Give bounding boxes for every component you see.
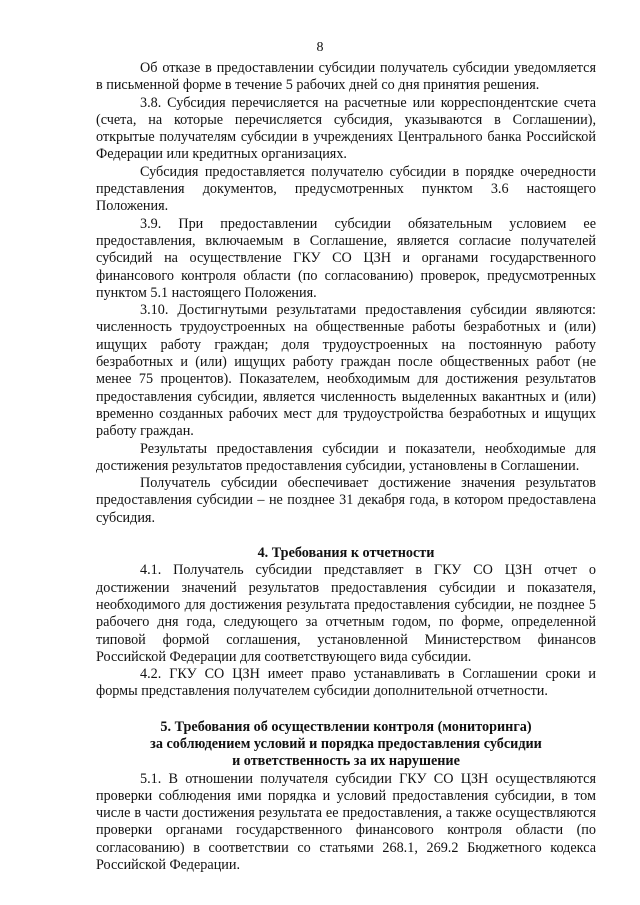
paragraph-4-1: 4.1. Получатель субсидии представляет в ГКУ СО ЦЗН отчет о достижении значений результатов предоставления субсидии и показателя, необходимого для достижения результата предоставления субсидии, не позднее 5 рабочего дня года, следующего за отчетным годом, по форме, определенной типовой формой соглашения, установленной Министерством финансов Российской Федерации для соответствующего вида субсидии. (96, 562, 596, 665)
section-5-heading-line-2: за соблюдением условий и порядка предоставления субсидии (150, 735, 542, 752)
section-spacer (96, 527, 596, 545)
paragraph-3-10-results: Результаты предоставления субсидии и показатели, необходимые для достижения результатов предоставления субсидии, установлены в Соглашении. (96, 440, 596, 474)
paragraph-5-1: 5.1. В отношении получателя субсидии ГКУ СО ЦЗН осуществляются проверки соблюдения ими порядка и условий предоставления субсидии, в том числе в части достижения результата ее предоставления, а также осуществляются проверки органами государственного финансового контроля области (по согласованию) в соответствии со статьями 268.1, 269.2 Бюджетного кодекса Российской Федерации. (96, 770, 596, 874)
section-5-heading-line-1: 5. Требования об осуществлении контроля (мониторинга) (160, 718, 532, 735)
section-spacer (96, 701, 596, 719)
section-5-heading-line-3: и ответственность за их нарушение (232, 753, 460, 770)
paragraph-3-8-order: Субсидия предоставляется получателю субсидии в порядке очередности представления документов, предусмотренных пунктом 3.6 настоящего Положения. (96, 163, 596, 215)
paragraph-3-8: 3.8. Субсидия перечисляется на расчетные или корреспондентские счета (счета, на которые перечисляется субсидия, указываются в Соглашении), открытые получателям субсидии в учреждениях Центрального банка Российской Федерации или кредитных организациях. (96, 94, 596, 163)
paragraph-3-10: 3.10. Достигнутыми результатами предоставления субсидии являются: численность трудоустроенных на общественные работы безработных и (или) ищущих работу граждан; доля трудоустроенных на постоянную работу безработных и (или) ищущих работу граждан после общественных работ (не менее 75 процентов). Показателем, необходимым для достижения результатов предоставления субсидии, является численность выделенных вакантных и (или) временно созданных рабочих мест для трудоустройства безработных и ищущих работу граждан. (96, 302, 596, 440)
paragraph-3-10-deadline: Получатель субсидии обеспечивает достижение значения результатов предоставления субсидии – не позднее 31 декабря года, в котором предоставлена субсидия. (96, 475, 596, 526)
paragraph-refusal-notice: Об отказе в предоставлении субсидии получатель субсидии уведомляется в письменной форме в течение 5 рабочих дней со дня принятия решения. (96, 60, 596, 94)
page-number: 8 (316, 40, 324, 55)
section-4-heading: 4. Требования к отчетности (257, 545, 435, 562)
paragraph-4-2: 4.2. ГКУ СО ЦЗН имеет право устанавливать в Соглашении сроки и формы представления получателем субсидии дополнительной отчетности. (96, 666, 596, 700)
paragraph-3-9: 3.9. При предоставлении субсидии обязательным условием ее предоставления, включаемым в Соглашение, является согласие получателей субсидий на осуществление ГКУ СО ЦЗН и органами государственного финансового контроля области (по согласованию) проверок, предусмотренных пунктом 5.1 настоящего Положения. (96, 215, 596, 301)
document-body (96, 60, 596, 874)
